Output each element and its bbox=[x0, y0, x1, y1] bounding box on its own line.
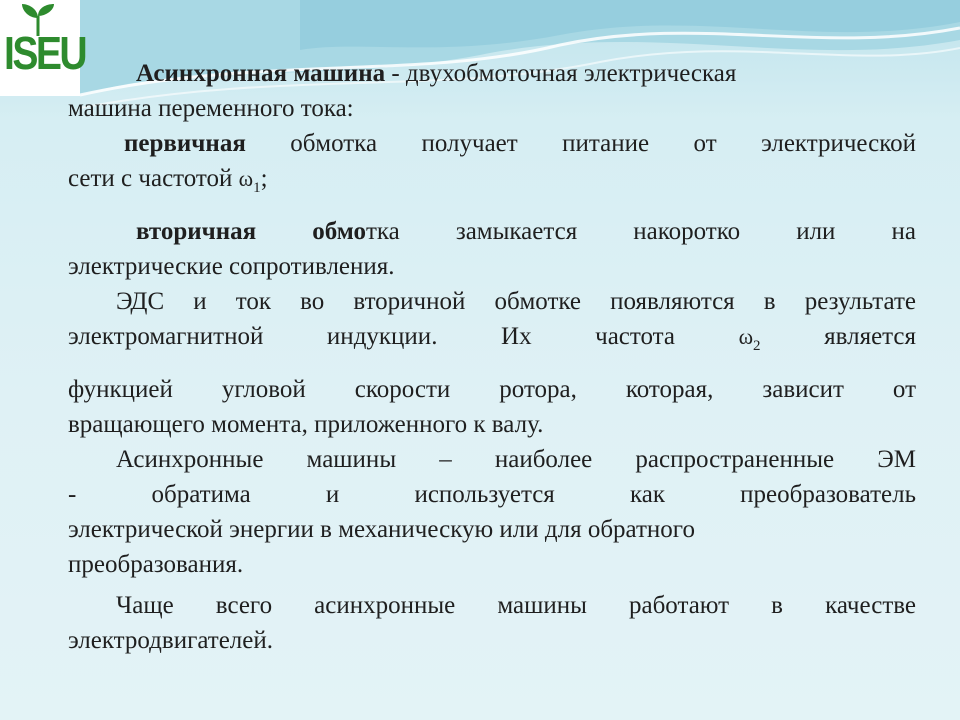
omega-symbol: ω bbox=[238, 166, 254, 191]
omega2-subscript: 2 bbox=[753, 338, 761, 354]
paragraph-motors-line2: электродвигателей. bbox=[68, 627, 274, 654]
paragraph-definition-line2: машина переменного тока: bbox=[68, 95, 354, 122]
definition-text: - двухобмоточная электрическая bbox=[385, 60, 737, 87]
paragraph-common-line4: преобразования. bbox=[68, 551, 244, 578]
paragraph-primary-line1 bbox=[68, 126, 916, 161]
emf-text-pre: электромагнитной индукции. Их частота bbox=[68, 323, 739, 350]
paragraph-secondary-line2: электрические сопротивления. bbox=[68, 253, 395, 280]
logo-text: ISEU bbox=[4, 27, 86, 79]
paragraph-common-line3: электрической энергии в механическую или для обратного bbox=[68, 516, 695, 543]
paragraph-common-line2: - обратима и используется как преобразователь bbox=[68, 481, 916, 508]
primary-text: обмотка получает питание от электрической bbox=[245, 130, 916, 157]
paragraph-emf-line1: ЭДС и ток во вторичной обмотке появляются в результате bbox=[116, 288, 916, 315]
paragraph-emf-line2 bbox=[68, 319, 916, 364]
primary-text-2: сети с частотой bbox=[68, 165, 239, 192]
secondary-text: тка замыкается накоротко или на bbox=[365, 218, 916, 245]
paragraph-motors-line1: Чаще всего асинхронные машины работают в качестве bbox=[116, 592, 916, 619]
omega-subscript: 1 bbox=[253, 180, 261, 196]
term-secondary: вторичная обмо bbox=[136, 218, 366, 245]
term-async-machine: Асинхронная машина bbox=[136, 60, 386, 87]
primary-tail: ; bbox=[260, 165, 268, 192]
emf-text-post: является bbox=[760, 323, 916, 350]
paragraph-secondary-line1 bbox=[68, 214, 916, 249]
term-primary: первичная bbox=[124, 130, 246, 157]
paragraph-emf-line4: вращающего момента, приложенного к валу. bbox=[68, 411, 544, 438]
slide-body bbox=[68, 56, 916, 658]
paragraph-emf-line3: функцией угловой скорости ротора, которая, зависит от bbox=[68, 376, 916, 403]
omega2-symbol: ω bbox=[738, 324, 754, 349]
paragraph-primary-line2 bbox=[68, 161, 916, 206]
paragraph-definition-line1 bbox=[68, 56, 916, 91]
paragraph-common-line1: Асинхронные машины – наиболее распространенные ЭМ bbox=[116, 446, 916, 473]
